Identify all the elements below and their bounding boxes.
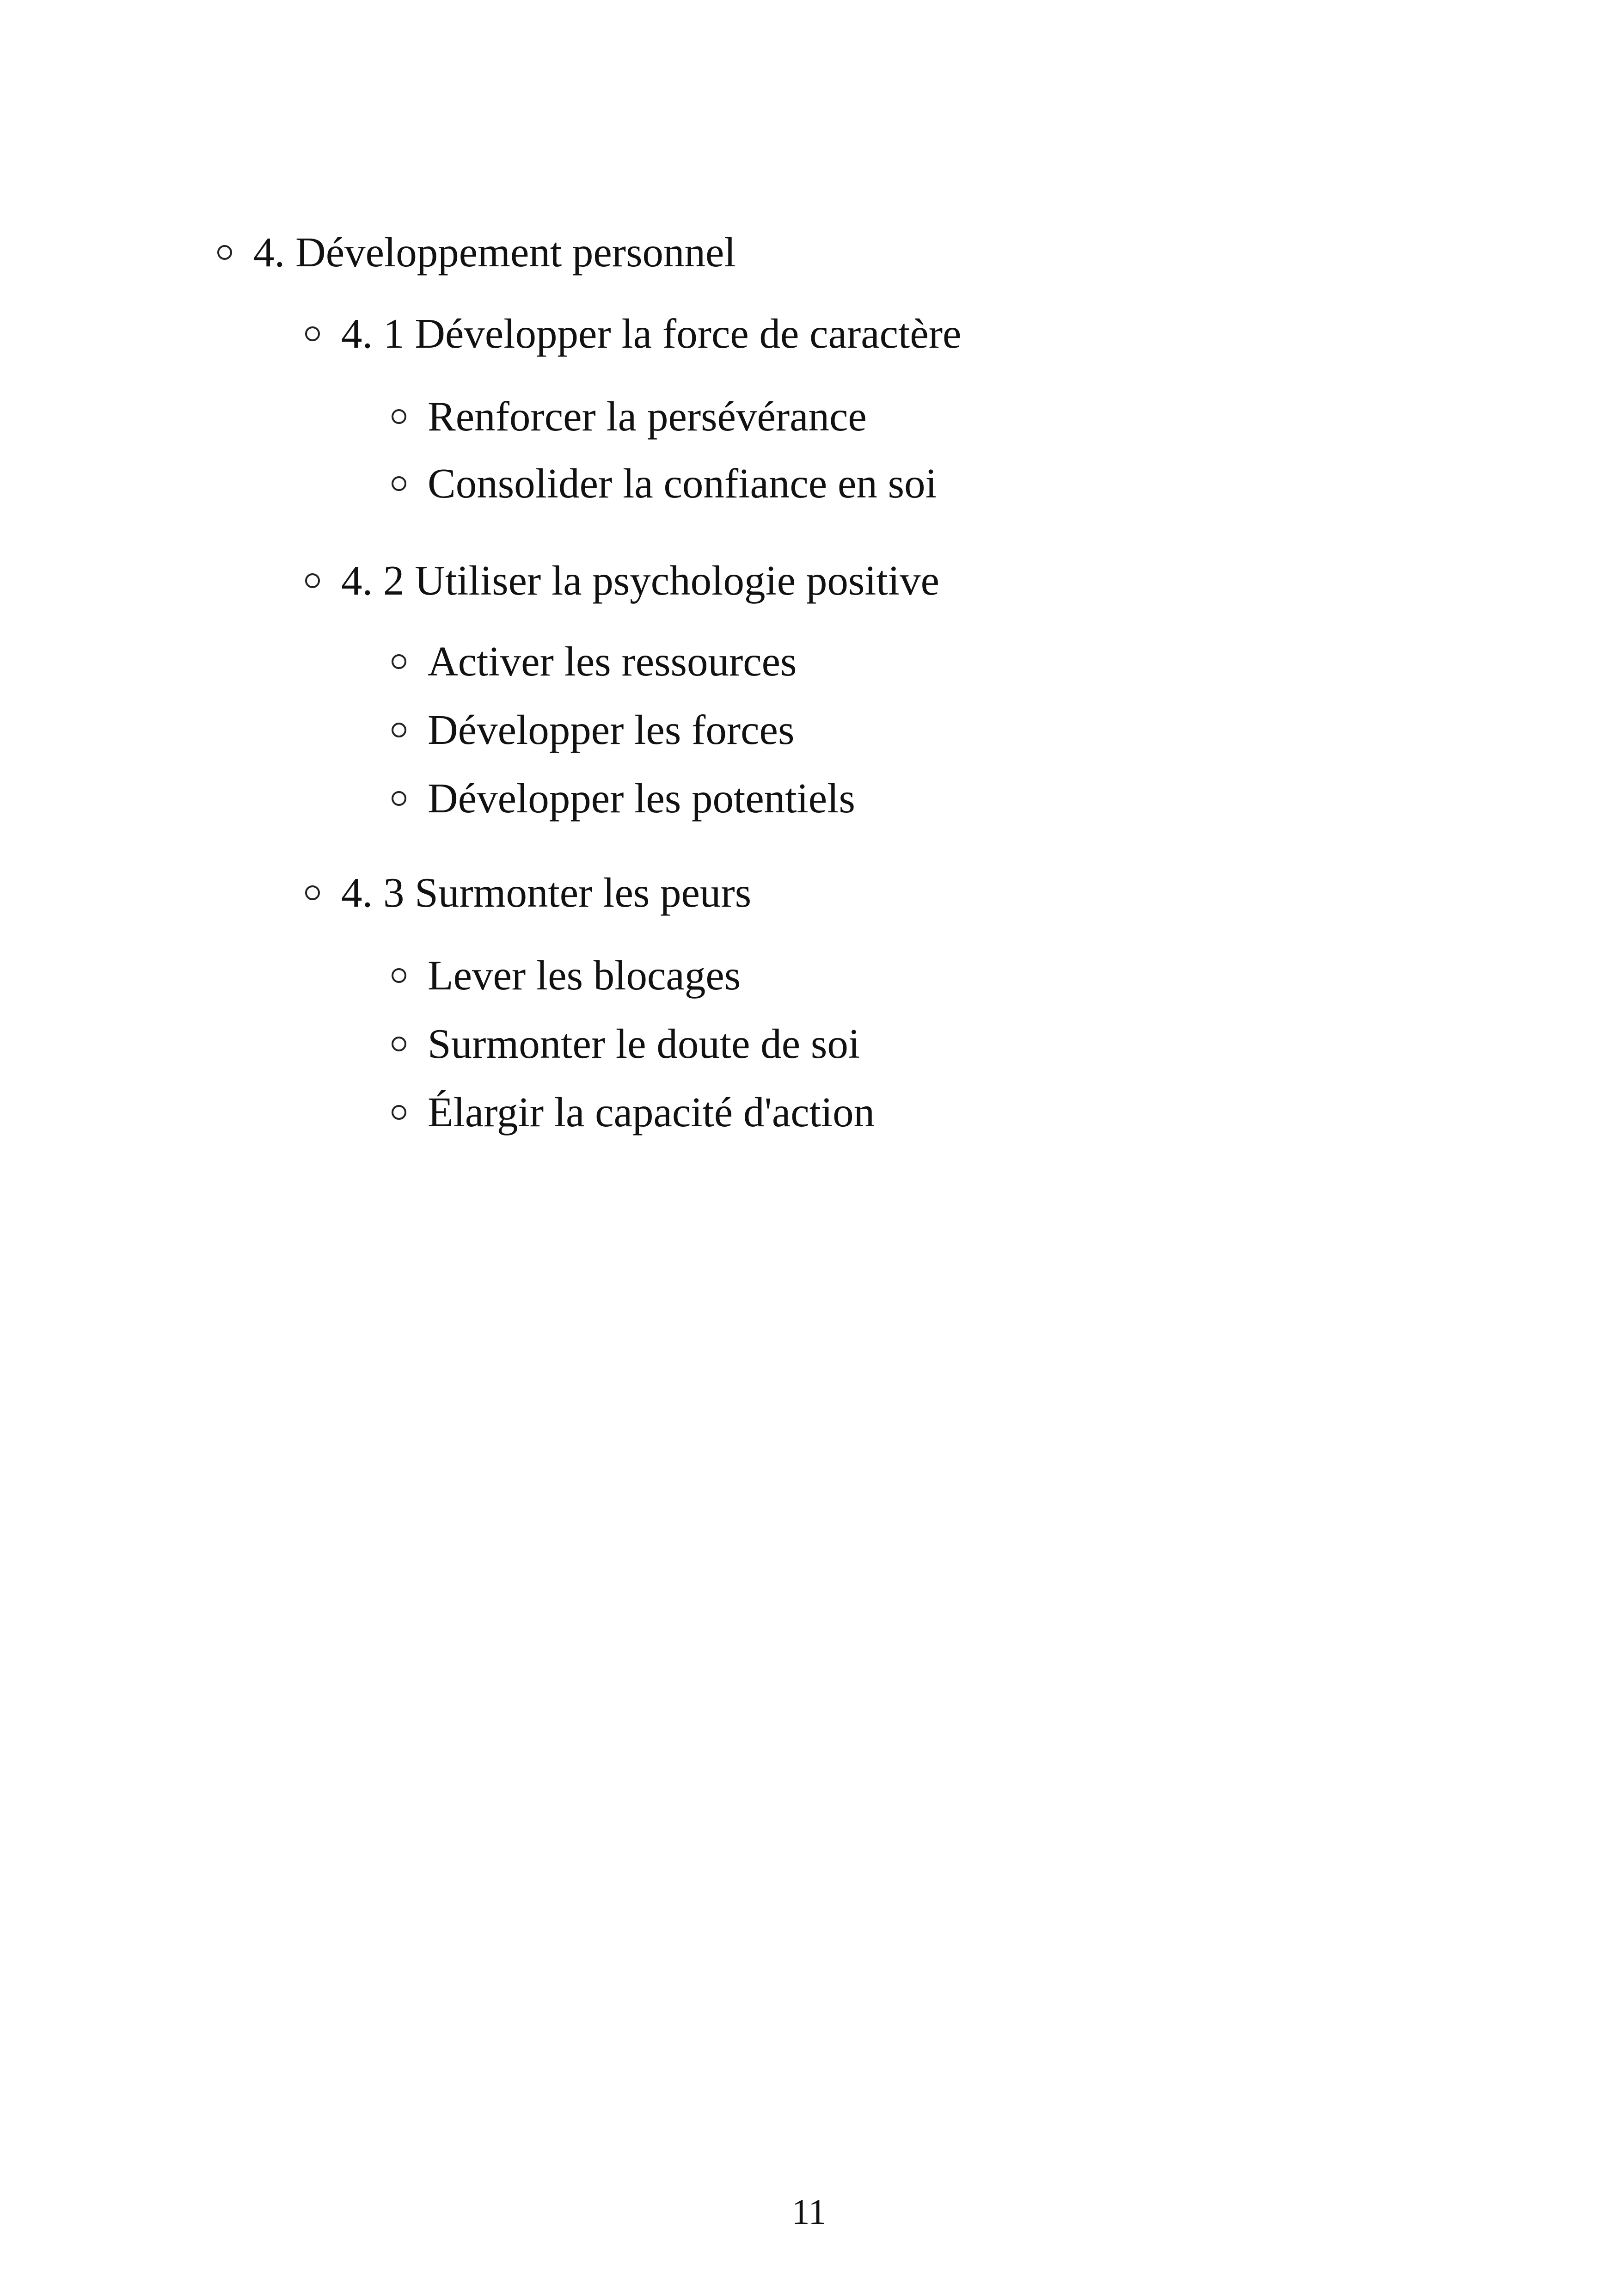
subsection-title: 4. 1 Développer la force de caractère bbox=[341, 310, 962, 357]
hollow-circle-bullet-icon bbox=[392, 723, 406, 737]
outline-list-item bbox=[392, 1089, 875, 1136]
hollow-circle-bullet-icon bbox=[217, 245, 232, 260]
list-item-text: Surmonter le doute de soi bbox=[428, 1020, 860, 1067]
hollow-circle-bullet-icon bbox=[392, 791, 406, 806]
outline-subsection-heading bbox=[305, 559, 939, 602]
hollow-circle-bullet-icon bbox=[392, 968, 406, 983]
hollow-circle-bullet-icon bbox=[392, 476, 406, 491]
list-item-text: Renforcer la persévérance bbox=[428, 393, 867, 440]
outline-list-item bbox=[392, 1020, 860, 1067]
page-number: 11 bbox=[791, 2192, 827, 2232]
outline-list-item bbox=[392, 952, 741, 999]
outline-subsection-heading bbox=[305, 310, 962, 357]
section-title: 4. Développement personnel bbox=[253, 229, 736, 276]
outline-section-heading bbox=[217, 229, 736, 276]
hollow-circle-bullet-icon bbox=[392, 409, 406, 424]
hollow-circle-bullet-icon bbox=[392, 1037, 406, 1051]
outline-list-item bbox=[392, 706, 795, 753]
list-item-text: Développer les potentiels bbox=[428, 775, 855, 822]
list-item-text: Activer les ressources bbox=[428, 638, 797, 685]
outline-subsection-heading bbox=[305, 869, 752, 916]
subsection-title: 4. 2 Utiliser la psychologie positive bbox=[341, 557, 940, 604]
outline-list-item bbox=[392, 775, 855, 822]
hollow-circle-bullet-icon bbox=[305, 885, 320, 900]
outline-list-item bbox=[392, 638, 797, 685]
list-item-text: Consolider la confiance en soi bbox=[428, 460, 937, 507]
outline-list-item bbox=[392, 393, 867, 440]
hollow-circle-bullet-icon bbox=[305, 573, 320, 588]
hollow-circle-bullet-icon bbox=[305, 326, 320, 341]
hollow-circle-bullet-icon bbox=[392, 1105, 406, 1120]
outline-list-item bbox=[392, 460, 937, 507]
list-item-text: Élargir la capacité d'action bbox=[428, 1089, 875, 1136]
list-item-text: Développer les forces bbox=[428, 706, 795, 753]
hollow-circle-bullet-icon bbox=[392, 654, 406, 669]
subsection-title: 4. 3 Surmonter les peurs bbox=[341, 869, 752, 916]
list-item-text: Lever les blocages bbox=[428, 952, 741, 999]
